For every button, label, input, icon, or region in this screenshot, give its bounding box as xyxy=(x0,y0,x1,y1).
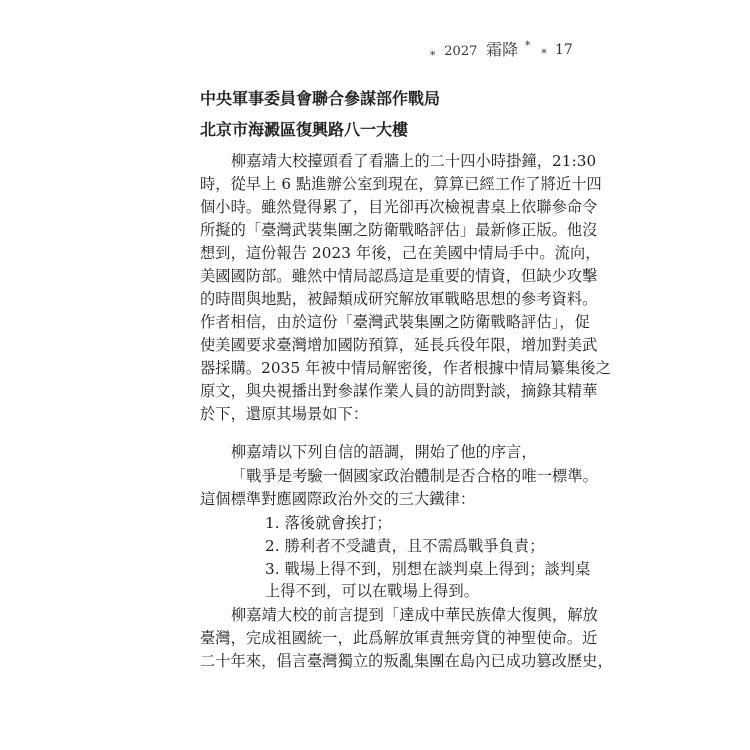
paragraph-line: 想到，這份報告 2023 年後，己在美國中情局手中。流向， xyxy=(200,244,601,262)
section-heading-agency: 中央軍事委員會聯合參謀部作戰局 xyxy=(200,89,441,108)
header-star-right-2: * xyxy=(541,47,547,60)
rule-item-continued: 上得不到，可以在戰場上得到。 xyxy=(265,582,480,600)
page-number: 17 xyxy=(555,42,573,58)
header-star-left: * xyxy=(430,49,436,62)
header-star-right: * xyxy=(524,39,531,52)
paragraph-line: 「戰爭是考驗一個國家政治體制是否合格的唯一標準。 xyxy=(231,467,598,485)
paragraph-line: 的時間與地點，被歸類成研究解放軍戰略思想的參考資料。 xyxy=(200,290,598,308)
paragraph-line: 柳嘉靖大校的前言提到「達成中華民族偉大復興，解放 xyxy=(231,606,598,624)
rule-item: 1. 落後就會挨打； xyxy=(265,514,392,532)
section-heading-location: 北京市海澱區復興路八一大樓 xyxy=(200,120,409,139)
rule-item: 2. 勝利者不受譴責，且不需爲戰爭負責； xyxy=(265,537,545,555)
running-header xyxy=(430,38,580,62)
header-book-title: 霜降 xyxy=(486,40,519,59)
paragraph-line: 臺灣，完成祖國統一，此爲解放軍責無旁貸的神聖使命。近 xyxy=(200,629,598,647)
header-year: 2027 xyxy=(444,44,478,59)
paragraph-line: 二十年來，倡言臺灣獨立的叛亂集團在島內已成功篡改歷史， xyxy=(200,652,613,670)
paragraph-line: 這個標準對應國際政治外交的三大鐵律： xyxy=(200,490,476,508)
paragraph-line: 於下，還原其場景如下： xyxy=(200,405,369,423)
paragraph-line: 器採購。2035 年被中情局解密後，作者根據中情局纂集後之 xyxy=(200,359,611,377)
rule-item: 3. 戰場上得不到，別想在談判桌上得到；談判桌 xyxy=(265,560,591,578)
paragraph-line: 使美國要求臺灣增加國防預算，延長兵役年限，增加對美武 xyxy=(200,336,598,354)
paragraph-line: 柳嘉靖以下列自信的語調，開始了他的序言， xyxy=(231,443,537,461)
paragraph-line: 個小時。雖然覺得累了，目光卻再次檢視書桌上依聯參命令 xyxy=(200,198,598,216)
paragraph-line: 作者相信，由於這份「臺灣武裝集團之防衛戰略評估」，促 xyxy=(200,313,590,331)
paragraph-line: 原文，與央視播出對參謀作業人員的訪問對談，摘錄其精華 xyxy=(200,382,598,400)
paragraph-line: 時，從早上 6 點進辦公室到現在，算算已經工作了將近十四 xyxy=(200,175,602,193)
paragraph-line: 柳嘉靖大校擡頭看了看牆上的二十四小時掛鐘，21:30 xyxy=(231,152,597,170)
paragraph-line: 美國國防部。雖然中情局認爲這是重要的情資，但缺少攻擊 xyxy=(200,267,598,285)
paragraph-line: 所擬的「臺灣武裝集團之防衛戰略評估」最新修正版。他沒 xyxy=(200,221,598,239)
